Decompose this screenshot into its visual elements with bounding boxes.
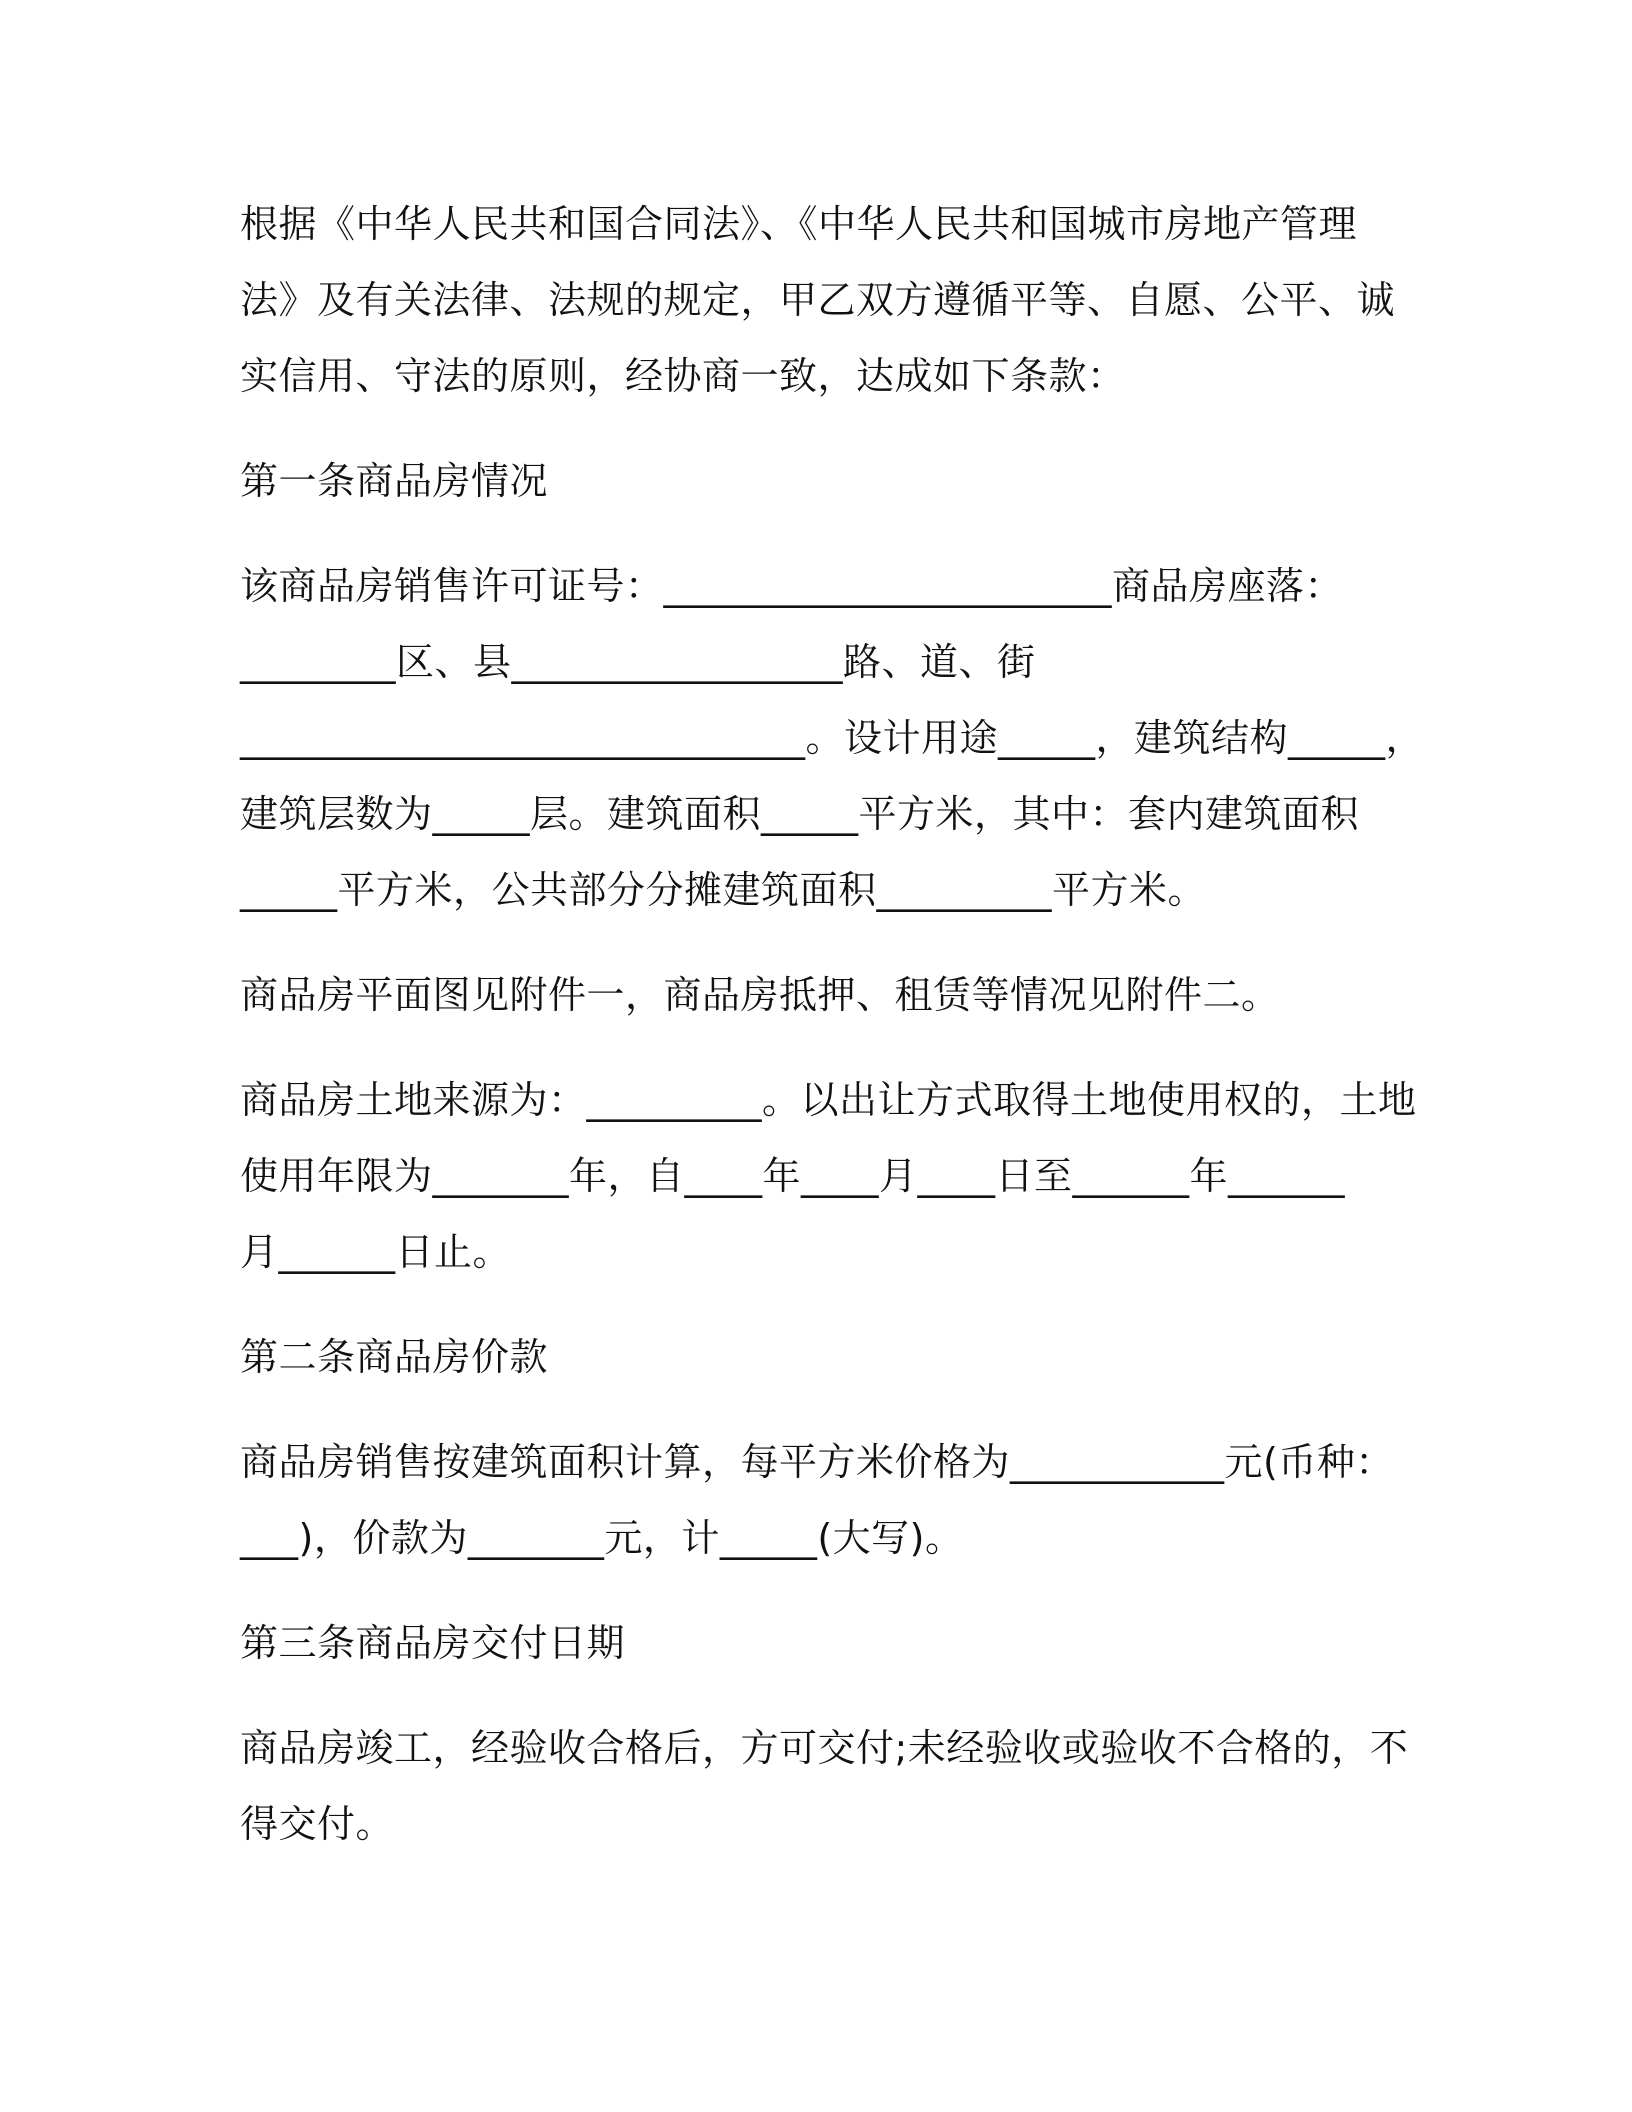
text-line: _____平方米，公共部分分摊建筑面积_________平方米。 xyxy=(240,868,1207,912)
article-2-heading: 第二条商品房价款 xyxy=(240,1335,549,1379)
article-1-paragraph-2: 商品房平面图见附件一，商品房抵押、租赁等情况见附件二。 xyxy=(240,973,1280,1017)
text-line: 实信用、守法的原则，经协商一致，达成如下条款： xyxy=(240,354,1126,398)
text-line: ________区、县_________________路、道、街 xyxy=(240,640,1036,684)
article-1-heading: 第一条商品房情况 xyxy=(240,459,549,503)
article-3-paragraph-1 xyxy=(240,1710,1409,1862)
article-1-paragraph-3 xyxy=(240,1062,1417,1290)
text-line: 根据《中华人民共和国合同法》、《中华人民共和国城市房地产管理 xyxy=(240,202,1358,246)
text-line: 建筑层数为_____层。建筑面积_____平方米，其中：套内建筑面积 xyxy=(240,792,1360,836)
text-line: _____________________________。设计用途_____，建筑结构_____， xyxy=(240,716,1425,760)
text-line: 该商品房销售许可证号：_______________________商品房座落： xyxy=(240,564,1344,608)
text-line: 得交付。 xyxy=(240,1802,395,1846)
intro-paragraph xyxy=(240,186,1400,414)
article-3-heading: 第三条商品房交付日期 xyxy=(240,1621,626,1665)
text-line: 法》及有关法律、法规的规定，甲乙双方遵循平等、自愿、公平、诚 xyxy=(240,278,1396,322)
text-line: 月______日止。 xyxy=(240,1230,512,1274)
text-line: 商品房土地来源为：_________。以出让方式取得土地使用权的，土地 xyxy=(240,1078,1417,1122)
article-2-paragraph-1 xyxy=(240,1424,1400,1576)
text-line: 商品房竣工，经验收合格后，方可交付;未经验收或验收不合格的，不 xyxy=(240,1726,1409,1770)
document-page xyxy=(240,186,1425,1862)
text-line: 使用年限为_______年，自____年____月____日至______年______ xyxy=(240,1154,1346,1198)
text-line: 商品房销售按建筑面积计算，每平方米价格为___________元(币种： xyxy=(240,1440,1394,1484)
text-line: ___)，价款为_______元，计_____(大写)。 xyxy=(240,1516,964,1560)
article-1-paragraph-1 xyxy=(240,548,1425,928)
